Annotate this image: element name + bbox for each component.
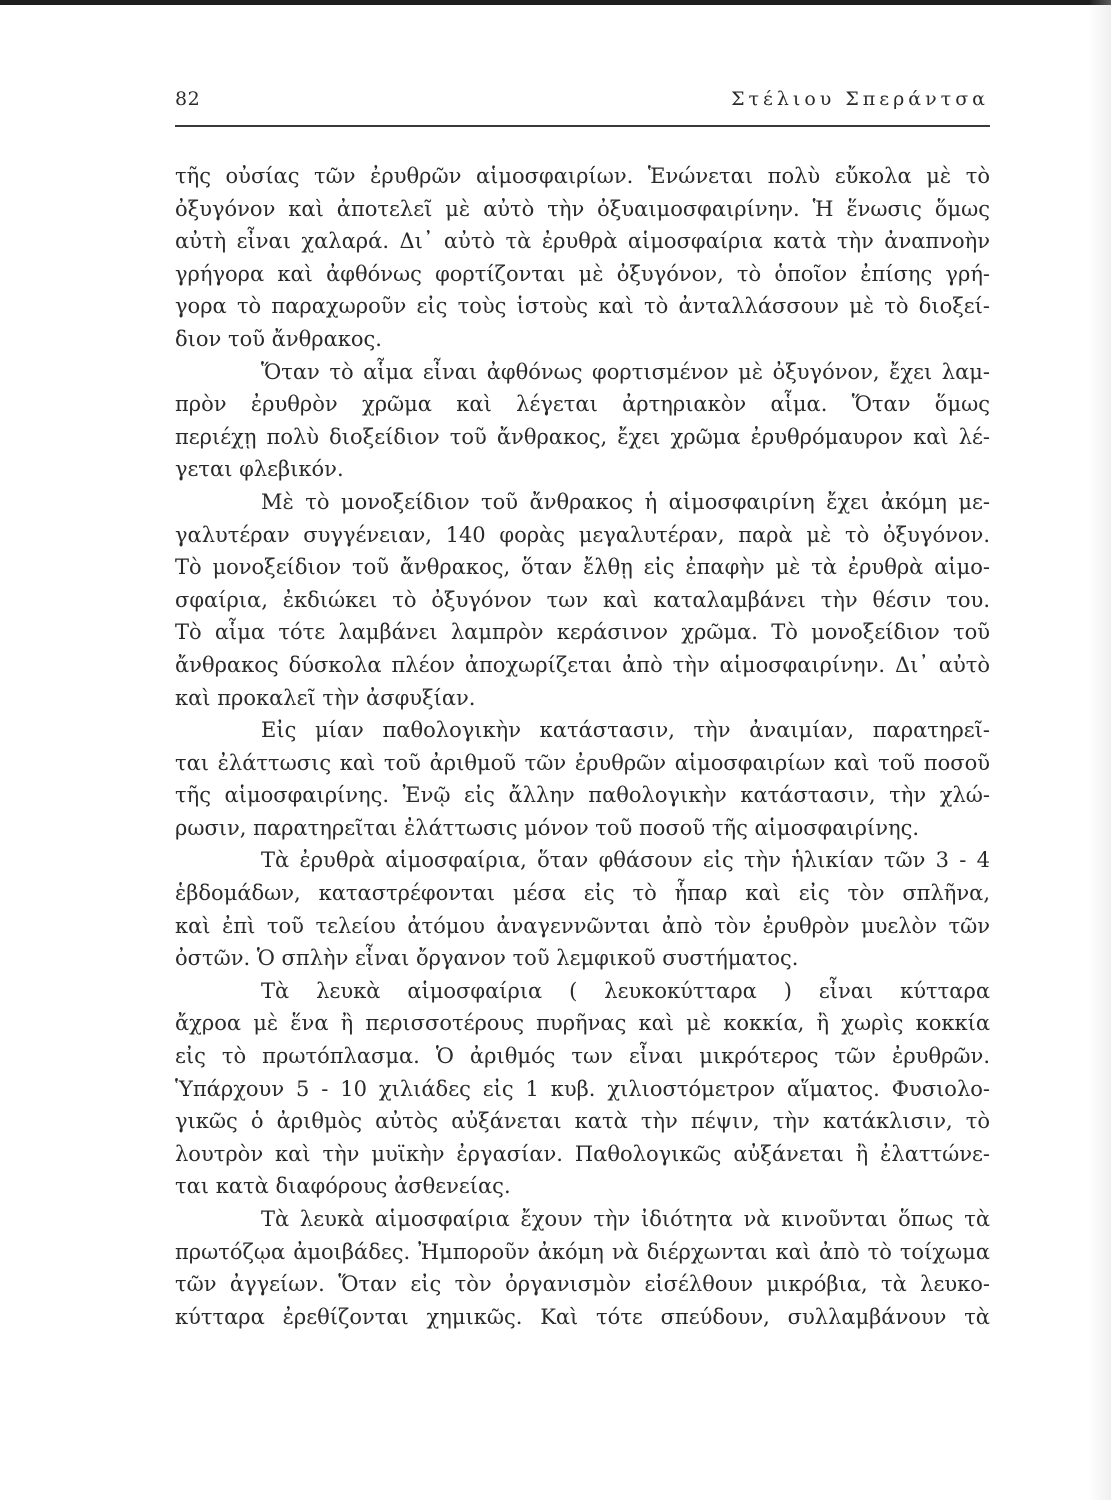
text-line: πρωτόζῳα ἀμοιβάδες. Ἠμποροῦν ἀκόμη νὰ διέρχωνται καὶ ἀπὸ τὸ τοίχωμα — [175, 1239, 990, 1264]
text-line: διον τοῦ ἄνθρακος. — [175, 326, 382, 351]
page-number: 82 — [175, 88, 201, 110]
text-line: Μὲ τὸ μονοξείδιον τοῦ ἄνθρακος ἡ αἱμοσφαιρίνη ἔχει ἀκόμη με- — [261, 489, 990, 514]
text-line: Τὸ μονοξείδιον τοῦ ἄνθρακος, ὅταν ἔλθῃ εἰς ἐπαφὴν μὲ τὰ ἐρυθρὰ αἱμο- — [175, 555, 990, 580]
text-line: γαλυτέραν συγγένειαν, 140 φορὰς μεγαλυτέραν, παρὰ μὲ τὸ ὀξυγόνον. — [175, 522, 990, 547]
text-line: κύτταρα ἐρεθίζονται χημικῶς. Καὶ τότε σπεύδουν, συλλαμβάνουν τὰ — [175, 1304, 990, 1329]
text-line: πρὸν ἐρυθρὸν χρῶμα καὶ λέγεται ἀρτηριακὸν αἷμα. Ὅταν ὅμως — [175, 392, 990, 417]
body-text — [175, 160, 990, 1333]
text-line: ται κατὰ διαφόρους ἀσθενείας. — [175, 1174, 511, 1199]
text-line: γορα τὸ παραχωροῦν εἰς τοὺς ἱστοὺς καὶ τὸ ἀνταλλάσσουν μὲ τὸ διοξεί- — [175, 294, 990, 319]
text-line: Τὸ αἷμα τότε λαμβάνει λαμπρὸν κεράσινον χρῶμα. Τὸ μονοξείδιον τοῦ — [175, 620, 990, 645]
text-line: γικῶς ὁ ἀριθμὸς αὐτὸς αὐξάνεται κατὰ τὴν πέψιν, τὴν κατάκλισιν, τὸ — [175, 1109, 990, 1134]
text-line: τῆς αἱμοσφαιρίνης. Ἐνῷ εἰς ἄλλην παθολογικὴν κατάστασιν, τὴν χλώ- — [175, 783, 990, 808]
header-rule — [175, 125, 990, 127]
text-line: ὀξυγόνον καὶ ἀποτελεῖ μὲ αὐτὸ τὴν ὀξυαιμοσφαιρίνην. Ἡ ἕνωσις ὅμως — [175, 196, 990, 221]
running-head: Στέλιου Σπεράντσα — [731, 88, 989, 110]
text-line: ὀστῶν. Ὁ σπλὴν εἶναι ὄργανον τοῦ λεμφικοῦ συστήματος. — [175, 946, 799, 971]
page-top-edge — [0, 0, 1111, 5]
text-line: λουτρὸν καὶ τὴν μυϊκὴν ἐργασίαν. Παθολογικῶς αὐξάνεται ἢ ἐλαττώνε- — [175, 1141, 990, 1166]
text-line: Ὅταν τὸ αἷμα εἶναι ἀφθόνως φορτισμένον μὲ ὀξυγόνον, ἔχει λαμ- — [261, 359, 990, 384]
text-line: Τὰ λευκὰ αἱμοσφαίρια ( λευκοκύτταρα ) εἶναι κύτταρα — [261, 978, 990, 1003]
text-line: ἄνθρακος δύσκολα πλέον ἀποχωρίζεται ἀπὸ τὴν αἱμοσφαιρίνην. Δι᾽ αὐτὸ — [175, 652, 990, 677]
text-line: ἑβδομάδων, καταστρέφονται μέσα εἰς τὸ ἧπαρ καὶ εἰς τὸν σπλῆνα, — [175, 881, 990, 906]
text-line: τῶν ἀγγείων. Ὅταν εἰς τὸν ὀργανισμὸν εἰσέλθουν μικρόβια, τὰ λευκο- — [175, 1272, 990, 1297]
text-line: ται ἐλάττωσις καὶ τοῦ ἀριθμοῦ τῶν ἐρυθρῶν αἱμοσφαιρίων καὶ τοῦ ποσοῦ — [175, 750, 990, 775]
text-line: τῆς οὐσίας τῶν ἐρυθρῶν αἱμοσφαιρίων. Ἑνώνεται πολὺ εὔκολα μὲ τὸ — [175, 164, 990, 188]
text-line: αὐτὴ εἶναι χαλαρά. Δι᾽ αὐτὸ τὰ ἐρυθρὰ αἱμοσφαίρια κατὰ τὴν ἀναπνοὴν — [175, 229, 990, 254]
text-line: Εἰς μίαν παθολογικὴν κατάστασιν, τὴν ἀναιμίαν, παρατηρεῖ- — [261, 718, 990, 743]
text-line: Τὰ ἐρυθρὰ αἱμοσφαίρια, ὅταν φθάσουν εἰς τὴν ἡλικίαν τῶν 3 - 4 — [261, 848, 990, 873]
text-line: καὶ ἐπὶ τοῦ τελείου ἀτόμου ἀναγεννῶνται ἀπὸ τὸν ἐρυθρὸν μυελὸν τῶν — [175, 913, 990, 938]
text-line: Τὰ λευκὰ αἱμοσφαίρια ἔχουν τὴν ἰδιότητα νὰ κινοῦνται ὅπως τὰ — [261, 1207, 990, 1231]
text-line: καὶ προκαλεῖ τὴν ἀσφυξίαν. — [175, 685, 476, 710]
text-line: ἄχροα μὲ ἕνα ἢ περισσοτέρους πυρῆνας καὶ μὲ κοκκία, ἢ χωρὶς κοκκία — [175, 1011, 990, 1036]
text-line: γρήγορα καὶ ἀφθόνως φορτίζονται μὲ ὀξυγόνον, τὸ ὁποῖον ἐπίσης γρή- — [175, 261, 990, 286]
text-line: Ὑπάρχουν 5 - 10 χιλιάδες εἰς 1 κυβ. χιλιοστόμετρον αἵματος. Φυσιολο- — [175, 1076, 990, 1101]
text-line: γεται φλεβικόν. — [175, 457, 344, 482]
text-line: σφαίρια, ἐκδιώκει τὸ ὀξυγόνον των καὶ καταλαμβάνει τὴν θέσιν του. — [175, 587, 990, 612]
text-line: ρωσιν, παρατηρεῖται ἐλάττωσις μόνον τοῦ ποσοῦ τῆς αἱμοσφαιρίνης. — [175, 815, 920, 840]
scan-edge-shade — [1089, 0, 1111, 1500]
text-line: περιέχῃ πολὺ διοξείδιον τοῦ ἄνθρακος, ἔχει χρῶμα ἐρυθρόμαυρον καὶ λέ- — [175, 424, 990, 449]
text-line: εἰς τὸ πρωτόπλασμα. Ὁ ἀριθμός των εἶναι μικρότερος τῶν ἐρυθρῶν. — [175, 1044, 990, 1069]
